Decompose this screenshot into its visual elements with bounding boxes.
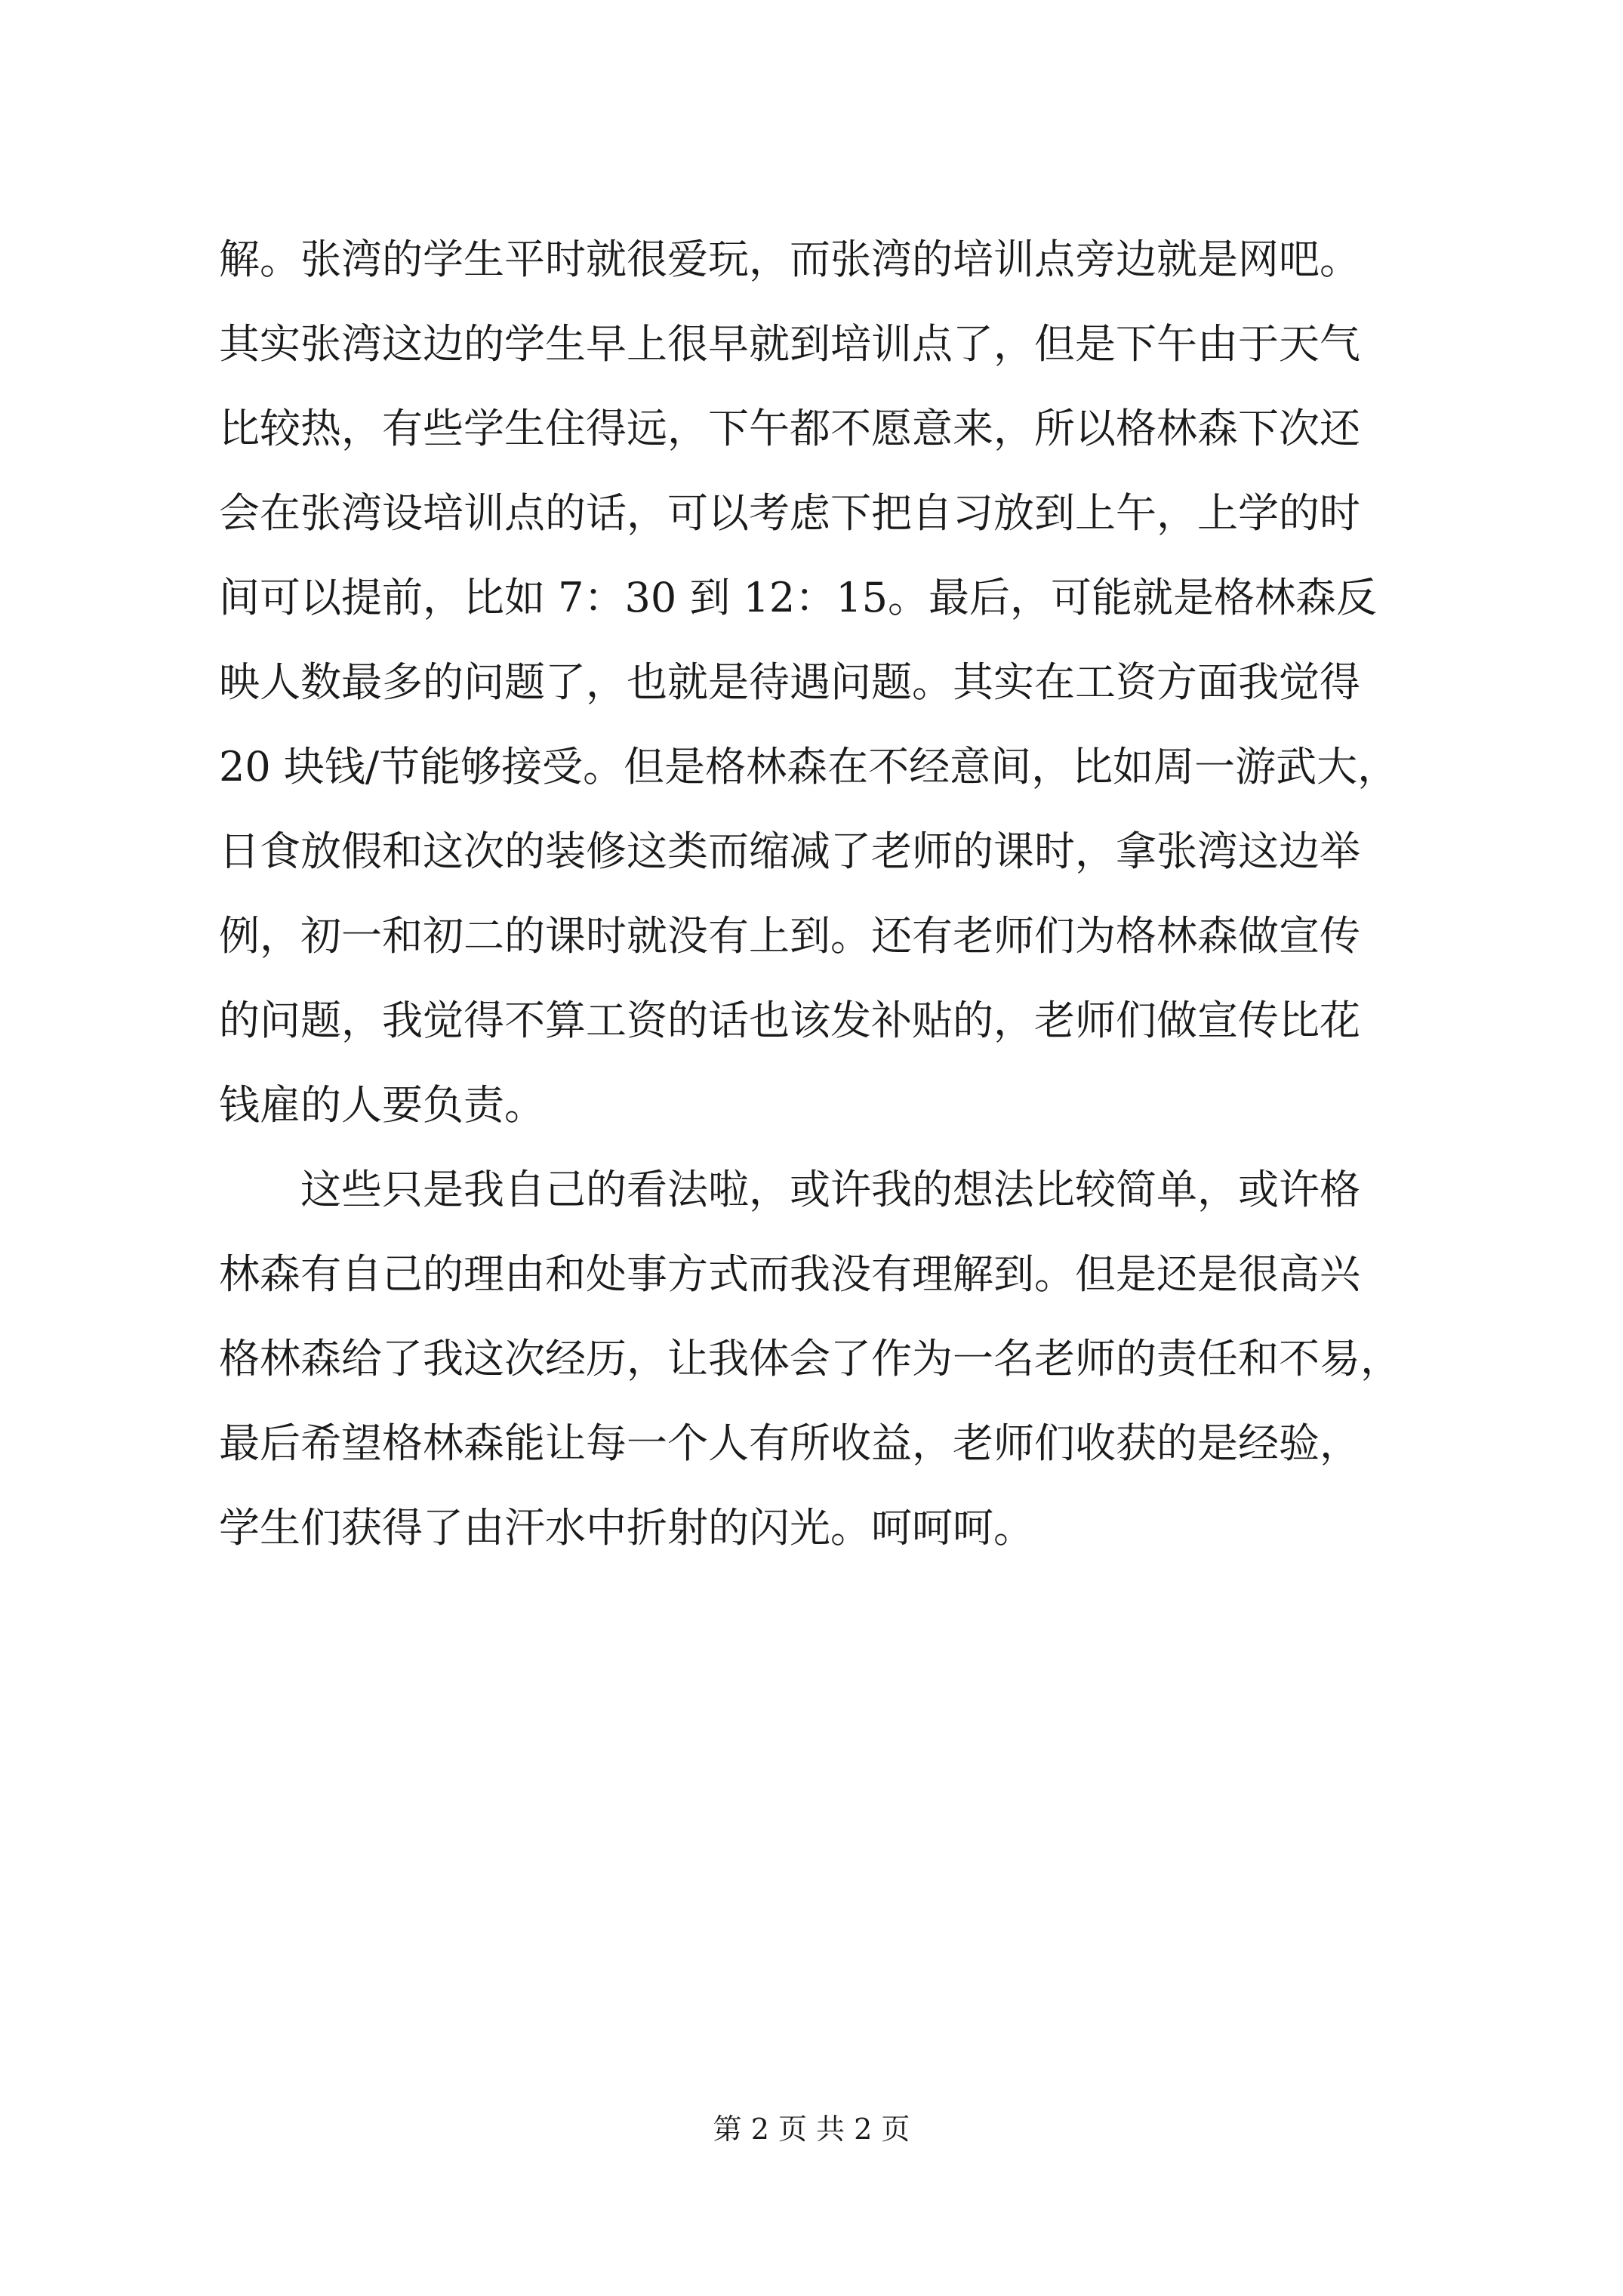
text-line: 最后希望格林森能让每一个人有所收益，老师们收获的是经验，	[219, 1419, 1360, 1467]
text-line: 20 块钱/节能够接受。但是格林森在不经意间，比如周一游武大，	[219, 743, 1399, 791]
document-body	[219, 217, 1427, 1570]
text-line: 间可以提前，比如 7：30 到 12：15。最后，可能就是格林森反	[219, 574, 1377, 621]
text-line: 其实张湾这边的学生早上很早就到培训点了，但是下午由于天气	[219, 320, 1360, 368]
text-line: 日食放假和这次的装修这类而缩减了老师的课时，拿张湾这边举	[219, 827, 1360, 875]
page-number-footer: 第 2 页 共 2 页	[713, 2113, 910, 2146]
text-line: 会在张湾设培训点的话，可以考虑下把自习放到上午，上学的时	[219, 489, 1360, 537]
text-line: 格林森给了我这次经历，让我体会了作为一名老师的责任和不易，	[219, 1335, 1401, 1382]
text-line: 钱雇的人要负责。	[219, 1081, 545, 1129]
paragraph-start-line: 这些只是我自己的看法啦，或许我的想法比较简单，或许格	[300, 1166, 1360, 1213]
text-line: 映人数最多的问题了，也就是待遇问题。其实在工资方面我觉得	[219, 658, 1360, 706]
text-line: 比较热，有些学生住得远，下午都不愿意来，所以格林森下次还	[219, 405, 1360, 452]
text-line: 林森有自己的理由和处事方式而我没有理解到。但是还是很高兴	[219, 1250, 1360, 1298]
text-line: 的问题，我觉得不算工资的话也该发补贴的，老师们做宣传比花	[219, 997, 1360, 1044]
text-line: 解。张湾的学生平时就很爱玩，而张湾的培训点旁边就是网吧。	[219, 236, 1360, 283]
text-line: 例，初一和初二的课时就没有上到。还有老师们为格林森做宣传	[219, 912, 1360, 960]
text-line: 学生们获得了由汗水中折射的闪光。呵呵呵。	[219, 1504, 1034, 1552]
